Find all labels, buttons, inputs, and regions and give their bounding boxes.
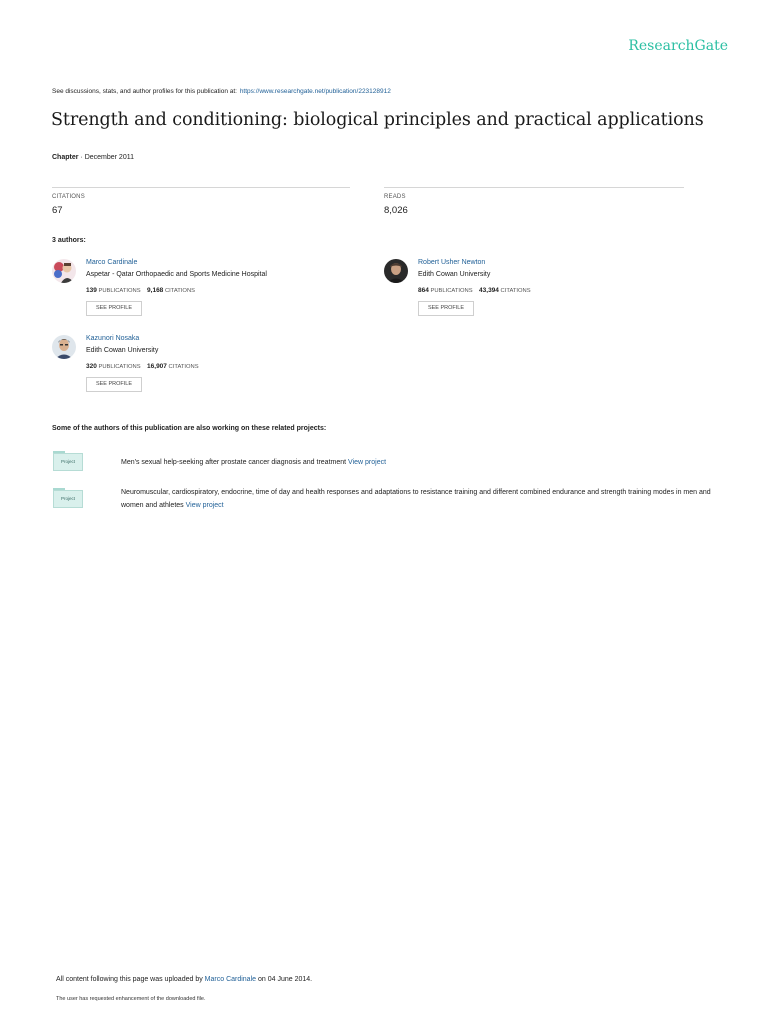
see-profile-button[interactable]: SEE PROFILE	[418, 301, 474, 316]
citations-label: CITATIONS	[500, 288, 531, 294]
publications-label: PUBLICATIONS	[430, 288, 473, 294]
publication-title: Strength and conditioning: biological principles and practical applications	[51, 110, 704, 130]
author-stats	[418, 287, 531, 294]
discussion-line	[52, 88, 391, 95]
upload-prefix: All content following this page was uploaded by	[56, 976, 203, 983]
author-institution: Edith Cowan University	[418, 271, 491, 278]
author-institution: Edith Cowan University	[86, 347, 159, 354]
upload-suffix: on 04 June 2014.	[257, 976, 313, 983]
avatar[interactable]	[52, 335, 76, 359]
publications-label: PUBLICATIONS	[98, 364, 141, 370]
enhancement-note: The user has requested enhancement of the downloaded file.	[56, 996, 206, 1002]
view-project-link[interactable]: View project	[185, 502, 224, 509]
researchgate-logo[interactable]: ResearchGate	[628, 38, 728, 54]
project-description: Neuromuscular, cardiospiratory, endocrine, time of day and health responses and adaptations to resistance training and different combined endurance and strength training modes in men and women and athletes	[121, 489, 711, 509]
citations-count: 9,168	[147, 287, 164, 294]
reads-label: READS	[384, 194, 406, 200]
project-description: Men's sexual help-seeking after prostate cancer diagnosis and treatment	[121, 459, 347, 466]
author-institution: Aspetar - Qatar Orthopaedic and Sports Medicine Hospital	[86, 271, 267, 278]
project-folder-icon[interactable]: Project	[53, 451, 83, 471]
publication-meta	[52, 154, 134, 161]
related-projects-heading: Some of the authors of this publication are also working on these related projects:	[52, 425, 327, 432]
publications-count: 864	[418, 287, 429, 294]
project-item	[121, 486, 721, 512]
citations-value: 67	[52, 205, 63, 216]
citations-label: CITATIONS	[168, 364, 199, 370]
reads-divider	[384, 187, 684, 188]
publications-label: PUBLICATIONS	[98, 288, 141, 294]
discussion-text: See discussions, stats, and author profiles for this publication at:	[52, 88, 237, 95]
citations-divider	[52, 187, 350, 188]
view-project-link[interactable]: View project	[348, 459, 387, 466]
author-name-link[interactable]: Kazunori Nosaka	[86, 335, 140, 342]
reads-value: 8,026	[384, 205, 408, 216]
project-folder-icon[interactable]: Project	[53, 488, 83, 508]
publications-count: 139	[86, 287, 97, 294]
author-stats	[86, 363, 199, 370]
see-profile-button[interactable]: SEE PROFILE	[86, 377, 142, 392]
upload-notice	[56, 976, 312, 983]
see-profile-button[interactable]: SEE PROFILE	[86, 301, 142, 316]
publication-url-link[interactable]: https://www.researchgate.net/publication/223128912	[239, 88, 391, 95]
publication-type: Chapter	[52, 154, 79, 161]
citations-label: CITATIONS	[52, 194, 85, 200]
author-stats	[86, 287, 195, 294]
author-name-link[interactable]: Robert Usher Newton	[418, 259, 486, 266]
avatar[interactable]	[52, 259, 76, 283]
authors-heading: 3 authors:	[52, 237, 86, 244]
citations-count: 43,394	[479, 287, 499, 294]
citations-label: CITATIONS	[164, 288, 195, 294]
meta-separator: ·	[78, 154, 85, 161]
uploader-link[interactable]: Marco Cardinale	[204, 976, 257, 983]
citations-count: 16,907	[147, 363, 167, 370]
author-name-link[interactable]: Marco Cardinale	[86, 259, 138, 266]
publications-count: 320	[86, 363, 97, 370]
publication-date: December 2011	[84, 154, 134, 161]
avatar[interactable]	[384, 259, 408, 283]
project-item	[121, 456, 711, 469]
